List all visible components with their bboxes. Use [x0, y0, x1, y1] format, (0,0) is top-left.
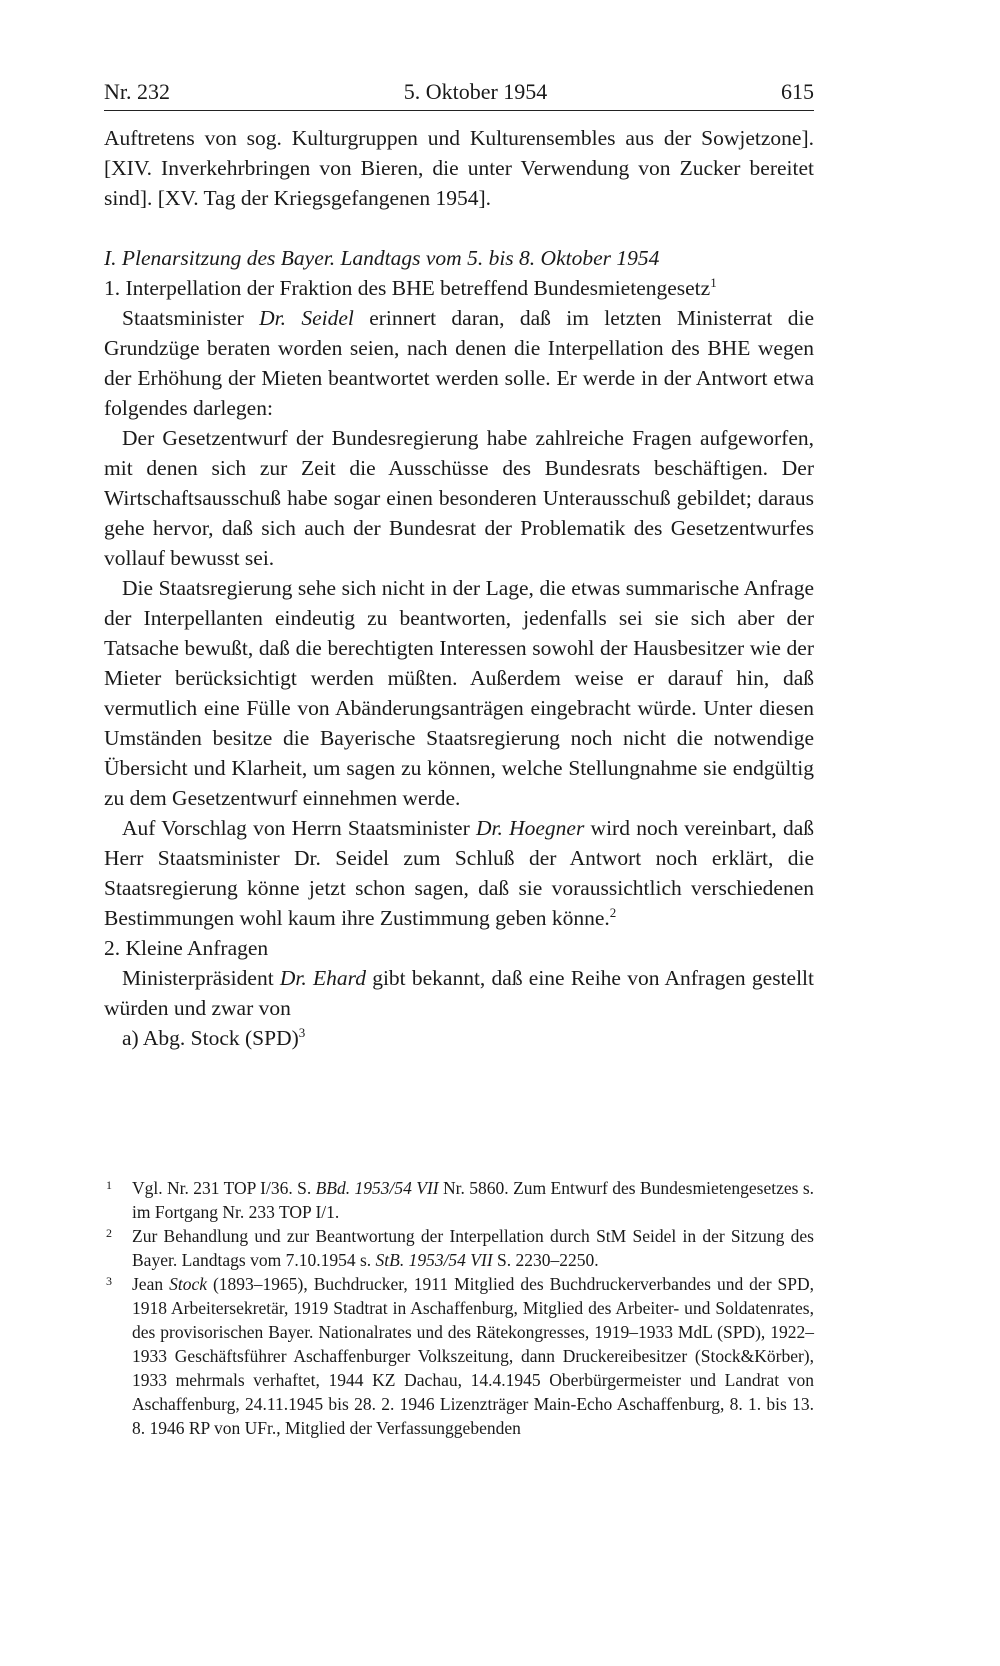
agenda-item-1-title	[104, 273, 814, 303]
footnote-ref-2[interactable]: 2	[609, 904, 617, 920]
document-number: Nr. 232	[104, 79, 170, 104]
fn-post: S. 2230–2250.	[492, 1250, 599, 1270]
fn-post: (1893–1965), Buchdrucker, 1911 Mitglied des Buchdruckerverbandes und der SPD, 1918 Arbeitersekretär, 1919 Stadtrat in Aschaffenburg, Mitglied des Arbeiter- und Soldatenrates, des provisorischen Bayer. Nationalrates und des Rätekongresses, 1919–1933 MdL (SPD), 1922–1933 Geschäftsführer Aschaffenburger Volkszeitung, dann Druckereibesitzer (Stock&Körber), 1933 mehrmals verhaftet, 1944 KZ Dachau, 14.4.1945 Oberbürgermeister und Landrat von Aschaffenburg, 24.11.1945 bis 28. 2. 1946 Lizenzträger Main-Echo Aschaffenburg, 8. 1. bis 13. 8. 1946 RP von UFr., Mitglied der Verfassunggebenden	[132, 1274, 814, 1438]
running-header	[104, 78, 814, 111]
paragraph-gesetzentwurf: Der Gesetzentwurf der Bundesregierung habe zahlreiche Fragen aufgeworfen, mit denen sich zur Zeit die Ausschüsse des Bundesrats beschäftigen. Der Wirtschaftsausschuß habe sogar einen besonderen Unterausschuß gebildet; daraus gehe hervor, daß sich auch der Bundesrat der Problematik des Gesetzentwurfes vollauf bewusst sei.	[104, 426, 814, 570]
footnote-number: 3	[106, 1274, 112, 1288]
list-item-a	[104, 1023, 814, 1053]
paragraph-ehard	[104, 963, 814, 1023]
agenda-item-2-title: 2. Kleine Anfragen	[104, 936, 269, 960]
body-text	[104, 123, 814, 1053]
p1-pre: Staatsminister	[122, 306, 260, 330]
page-number: 615	[781, 79, 814, 104]
fn-post: Nr. 5860. Zum Entwurf des Bundesmietengesetzes s. im Fortgang Nr. 233 TOP I/1.	[132, 1178, 815, 1222]
fn-person: Stock	[169, 1274, 207, 1294]
p5-pre: Ministerpräsident	[122, 966, 280, 990]
footnote-text	[132, 1176, 814, 1224]
fn-source: StB. 1953/54 VII	[375, 1250, 493, 1270]
fn-pre: Vgl. Nr. 231 TOP I/36. S.	[132, 1178, 316, 1198]
section-heading: I. Plenarsitzung des Bayer. Landtags vom 5. bis 8. Oktober 1954	[104, 246, 660, 270]
intro-paragraph: Auftretens von sog. Kulturgruppen und Kulturensembles aus der Sowjetzone]. [XIV. Inverkehrbringen von Bieren, die unter Verwendung von Zucker bereitet sind]. [XV. Tag der Kriegsgefangenen 1954].	[104, 126, 814, 210]
person-name-ehard: Dr. Ehard	[279, 966, 366, 990]
document-page	[104, 78, 814, 1053]
p4-pre: Auf Vorschlag von Herrn Staatsminister	[122, 816, 476, 840]
footnote-1	[104, 1176, 814, 1224]
footnote-text	[132, 1224, 814, 1272]
footnote-ref-1[interactable]: 1	[710, 274, 717, 290]
footnote-number: 1	[106, 1178, 112, 1192]
paragraph-seidel	[104, 303, 814, 423]
section-gap	[104, 213, 814, 243]
fn-source: BBd. 1953/54 VII	[315, 1178, 439, 1198]
footnote-number: 2	[106, 1226, 112, 1240]
fn-pre: Zur Behandlung und zur Beantwortung der Interpellation durch StM Seidel in der Sitzung des Bayer. Landtags vom 7.10.1954 s.	[132, 1226, 814, 1270]
agenda-item-1-text: 1. Interpellation der Fraktion des BHE betreffend Bundesmietengesetz	[104, 276, 711, 300]
list-item-a-text: a) Abg. Stock (SPD)	[122, 1026, 299, 1050]
footnote-text	[132, 1272, 814, 1440]
person-name-hoegner: Dr. Hoegner	[475, 816, 585, 840]
footnote-ref-3[interactable]: 3	[298, 1024, 306, 1040]
p5-post: gibt bekannt, daß eine Reihe von Anfragen gestellt würden und zwar von	[104, 966, 814, 1020]
p4-post: wird noch vereinbart, daß Herr Staatsminister Dr. Seidel zum Schluß der Antwort noch erklärt, die Staatsregierung könne jetzt schon sagen, daß sie voraussichtlich verschiedenen Bestimmungen wohl kaum ihre Zustimmung geben könne.	[104, 816, 814, 930]
person-name-seidel: Dr. Seidel	[259, 306, 354, 330]
footnote-3	[104, 1272, 814, 1440]
header-date: 5. Oktober 1954	[403, 79, 548, 104]
footnotes	[104, 1176, 814, 1440]
fn-pre: Jean	[132, 1274, 170, 1294]
paragraph-hoegner	[104, 813, 814, 933]
paragraph-staatsregierung: Die Staatsregierung sehe sich nicht in der Lage, die etwas summarische Anfrage der Interpellanten eindeutig zu beantworten, jedenfalls sei sie sich aber der Tatsache bewußt, daß die berechtigten Interessen sowohl der Hausbesitzer wie der Mieter berücksichtigt werden müßten. Außerdem weise er darauf hin, daß vermutlich eine Fülle von Abänderungsanträgen eingebracht würde. Unter diesen Umständen besitze die Bayerische Staatsregierung noch nicht die notwendige Übersicht und Klarheit, um sagen zu können, welche Stellungnahme sie endgültig zu dem Gesetzentwurf einnehmen werde.	[104, 576, 814, 810]
footnote-2	[104, 1224, 814, 1272]
p1-post: erinnert daran, daß im letzten Ministerrat die Grundzüge beraten worden seien, nach denen die Interpellation des BHE wegen der Erhöhung der Mieten beantwortet werden solle. Er werde in der Antwort etwa folgendes darlegen:	[104, 306, 814, 420]
